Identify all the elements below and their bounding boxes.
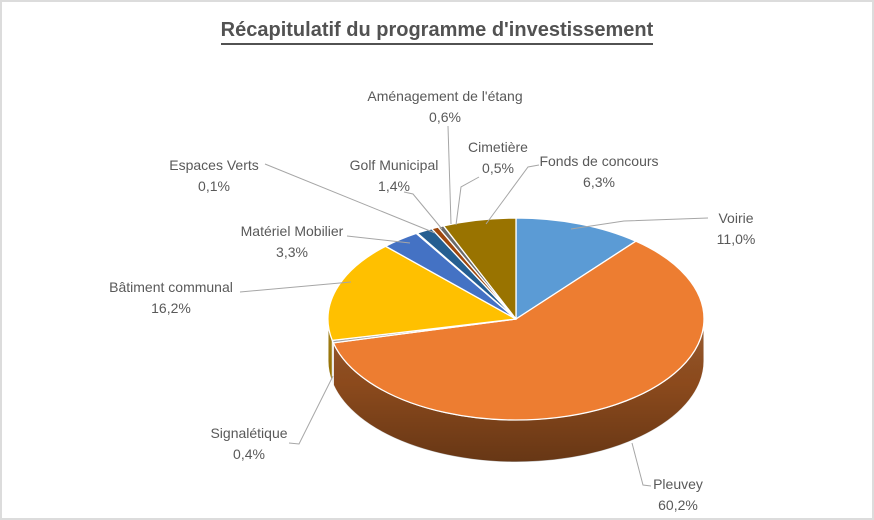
pie-top-faces <box>328 218 704 420</box>
slice-pct: 11,0% <box>716 231 756 247</box>
slice-name: Bâtiment communal <box>109 279 233 295</box>
slice-pct: 0,6% <box>429 109 461 125</box>
slice-pct: 1,4% <box>378 178 410 194</box>
label-espaces-verts <box>169 155 259 197</box>
label-amenagement-etang <box>367 86 522 128</box>
slice-name: Espaces Verts <box>169 157 259 173</box>
label-materiel-mobilier <box>241 221 344 263</box>
label-pleuvey <box>653 474 703 516</box>
label-batiment-communal <box>109 277 233 319</box>
slice-pct: 0,4% <box>233 446 265 462</box>
slice-pct: 0,5% <box>482 160 514 176</box>
slice-name: Golf Municipal <box>349 157 439 173</box>
slice-name: Cimetière <box>468 139 528 155</box>
slice-name: Pleuvey <box>653 476 703 492</box>
label-golf-municipal <box>350 155 439 197</box>
slice-pct: 3,3% <box>276 244 308 260</box>
leader-line-golf-municipal <box>404 192 442 229</box>
label-cimetiere <box>468 137 528 179</box>
slice-name: Fonds de concours <box>539 153 659 169</box>
slice-pct: 60,2% <box>658 497 698 513</box>
leader-line-batiment-communal <box>240 282 351 292</box>
label-voirie <box>717 208 756 250</box>
label-signaletique <box>210 423 287 465</box>
slice-name: Voirie <box>718 210 754 226</box>
slice-name: Signalétique <box>210 425 288 441</box>
slice-pct: 16,2% <box>151 300 191 316</box>
leader-line-signaletique <box>289 376 333 444</box>
slice-pct: 6,3% <box>583 174 615 190</box>
leader-line-amenagement-de-l-etang <box>448 126 451 224</box>
chart-title-text: Récapitulatif du programme d'investissement <box>221 19 654 45</box>
slice-name: Matériel Mobilier <box>240 223 344 239</box>
label-fonds-de-concours <box>539 151 658 193</box>
leader-line-cimetiere <box>456 177 479 225</box>
slice-pct: 0,1% <box>198 178 230 194</box>
slice-name: Aménagement de l'étang <box>367 88 523 104</box>
leader-line-pleuvey <box>632 443 651 486</box>
pie-chart <box>2 2 874 520</box>
